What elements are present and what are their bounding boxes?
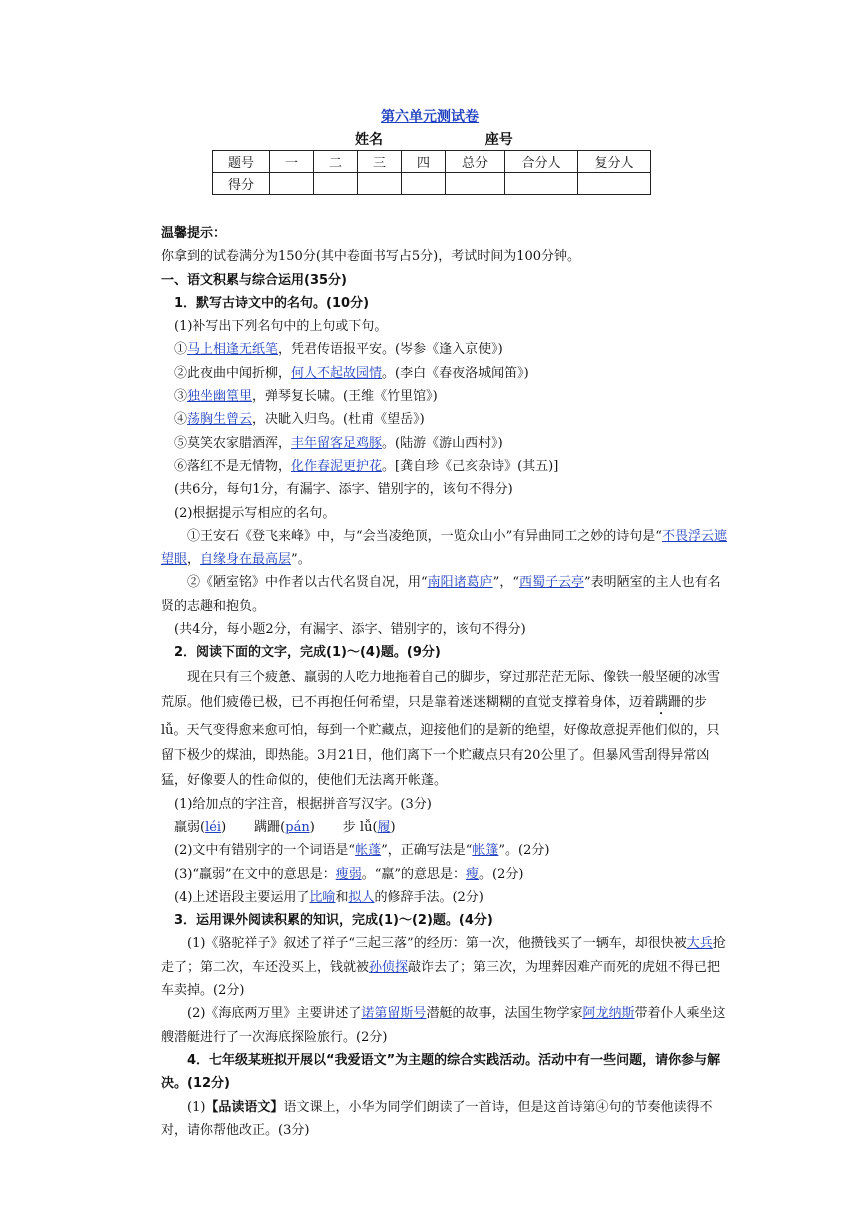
poem-line: ⑤莫笑农家腊酒浑，丰年留客足鸡豚。(陆游《游山西村》) — [174, 435, 503, 451]
poem-line: ③独坐幽篁里，弹琴复长啸。(王维《竹里馆》) — [174, 389, 438, 405]
score-cell[interactable] — [446, 173, 505, 195]
question-3-stem: 3．运用课外阅读积累的知识，完成(1)～(2)题。(4分) — [174, 913, 493, 929]
table-cell: 四 — [402, 151, 446, 173]
poem-line: ②此夜曲中闻折柳，何人不起故园情。(李白《春夜洛城闻笛》) — [174, 365, 529, 381]
answer-text: 大兵 — [686, 936, 713, 952]
question-2-stem: 2．阅读下面的文字，完成(1)～(4)题。(9分) — [174, 645, 441, 661]
answer-text: 帐篷 — [472, 843, 499, 859]
reading-passage: 现在只有三个疲惫、羸弱的人吃力地拖着自己的脚步，穿过那茫茫无际、像铁一般坚硬的冰雪荒原。他们疲倦已极，已不再抱任何希望，只是靠着迷迷糊糊的直觉支撑着身体，迈着蹒跚的步lǚ。天气变得愈来愈可怕，每到一个贮藏点，迎接他们的是新的绝望，好像故意捉弄他们似的，只留下极少的煤油，即热能。3月21日，他们离下一个贮藏点只有20公里了。但暴风雪刮得异常凶猛，好像要人的性命似的，使他们无法离开帐蓬。 — [161, 669, 721, 788]
answer-text: 履 — [377, 819, 391, 835]
score-cell[interactable] — [314, 173, 358, 195]
answer-text: 帐蓬 — [355, 843, 382, 859]
answer-text: 自缘身在最高层 — [200, 552, 292, 568]
answer-text: 诺第留斯号 — [361, 1006, 427, 1022]
answer-text: 孙侦探 — [369, 959, 409, 975]
poem-line: ④荡胸生曾云，决眦入归鸟。(杜甫《望岳》) — [174, 412, 425, 428]
seat-label: 座号 — [484, 132, 513, 148]
answer-text: 瘦 — [466, 866, 480, 882]
question-1-stem: 1．默写古诗文中的名句。(10分) — [174, 295, 370, 311]
question-2-sub2: (2)文中有错别字的一个词语是“帐蓬”，正确写法是“帐篷”。(2分) — [174, 843, 550, 859]
question-1-sub2: (2)根据提示写相应的名句。 — [174, 505, 336, 521]
table-cell: 合分人 — [505, 151, 578, 173]
answer-text: 拟人 — [348, 889, 375, 905]
question-3-sub1: (1)《骆驼祥子》叙述了祥子“三起三落”的经历：第一次，他攒钱买了一辆车，却很快被大兵抢走了；第二次，车还没买上，钱就被孙侦探敲诈去了；第三次，为埋葬因难产而死的虎妞不得已把车卖掉。(2分) — [161, 936, 726, 999]
score-cell[interactable] — [270, 173, 314, 195]
scoring-note: (共6分，每句1分，有漏字、添字、错别字的，该句不得分) — [174, 482, 513, 498]
table-cell: 复分人 — [578, 151, 651, 173]
table-cell: 三 — [358, 151, 402, 173]
answer-text: léi — [205, 819, 222, 835]
dotted-char: 蹒 — [655, 694, 669, 710]
answer-text: 瘦弱 — [335, 866, 362, 882]
scoring-note: (共4分，每小题2分，有漏字、添字、错别字的，该句不得分) — [174, 622, 526, 638]
score-table — [212, 150, 651, 195]
answer-text: 马上相逢无纸笔 — [187, 342, 279, 358]
table-cell: 一 — [270, 151, 314, 173]
answer-text: 南阳诸葛庐 — [427, 575, 493, 591]
answer-text: 化作春泥更护花 — [291, 458, 383, 474]
table-cell: 总分 — [446, 151, 505, 173]
answer-text: 阿龙纳斯 — [582, 1006, 635, 1022]
table-cell: 得分 — [213, 173, 270, 195]
score-cell[interactable] — [505, 173, 578, 195]
answer-text: 不畏浮云遮望眼 — [161, 528, 727, 568]
question-2-sub3: (3)“羸弱”在文中的意思是：瘦弱。“羸”的意思是：瘦。(2分) — [174, 866, 524, 882]
table-cell: 二 — [314, 151, 358, 173]
exam-content — [161, 222, 731, 1142]
question-3-sub2: (2)《海底两万里》主要讲述了诺第留斯号潜艇的故事，法国生物学家阿龙纳斯带着仆人乘坐这艘潜艇进行了一次海底探险旅行。(2分) — [161, 1006, 726, 1045]
score-cell[interactable] — [402, 173, 446, 195]
answer-text: 丰年留客足鸡豚 — [291, 435, 383, 451]
score-cell[interactable] — [578, 173, 651, 195]
question-2-sub1: (1)给加点的字注音，根据拼音写汉字。(3分) — [174, 796, 432, 812]
answer-text: 独坐幽篁里 — [187, 389, 253, 405]
answer-text: 荡胸生曾云 — [187, 412, 253, 428]
poem-line: ⑥落红不是无情物，化作春泥更护花。[龚自珍《己亥杂诗》(其五)] — [174, 458, 559, 474]
answer-text: 西蜀子云亭 — [518, 575, 584, 591]
tips-text: 你拿到的试卷满分为150分(其中卷面书写占5分)，考试时间为100分钟。 — [161, 249, 581, 265]
pinyin-row: 羸弱(léi) 蹒跚(pán) 步 lǚ(履) — [174, 819, 396, 835]
section-heading: 一、语文积累与综合运用(35分) — [161, 272, 347, 288]
page-title: 第六单元测试卷 — [381, 109, 479, 125]
answer-text: 比喻 — [309, 889, 336, 905]
question-1-sub2a: ①王安石《登飞来峰》中，与“会当凌绝顶，一览众山小”有异曲同工之妙的诗句是“不畏浮云遮望眼，自缘身在最高层”。 — [161, 528, 727, 568]
score-table-score-row — [213, 173, 651, 195]
question-4-sub1: (1)【品读语文】语文课上，小华为同学们朗读了一首诗，但是这首诗第④句的节奏他读得不对，请你帮他改正。(3分) — [161, 1099, 713, 1138]
question-1-sub1: (1)补写出下列名句中的上句或下句。 — [174, 319, 388, 335]
question-1-sub2b: ②《陋室铭》中作者以古代名贤自况，用“南阳诸葛庐”，“西蜀子云亭”表明陋室的主人也有名贤的志趣和抱负。 — [161, 575, 721, 614]
answer-text: pán — [285, 819, 310, 835]
name-label: 姓名 — [355, 132, 383, 148]
question-4-stem: 4．七年级某班拟开展以“我爱语文”为主题的综合实践活动。活动中有一些问题，请你参与解决。(12分) — [161, 1052, 721, 1092]
answer-text: 何人不起故园情 — [291, 365, 383, 381]
tips-heading: 温馨提示： — [161, 226, 227, 241]
table-cell: 题号 — [213, 151, 270, 173]
poem-line: ①马上相逢无纸笔，凭君传语报平安。(岑参《逢入京使》) — [174, 342, 503, 358]
score-table-header-row — [213, 151, 651, 173]
question-2-sub4: (4)上述语段主要运用了比喻和拟人的修辞手法。(2分) — [174, 889, 484, 905]
name-seat-row — [355, 129, 513, 149]
score-cell[interactable] — [358, 173, 402, 195]
